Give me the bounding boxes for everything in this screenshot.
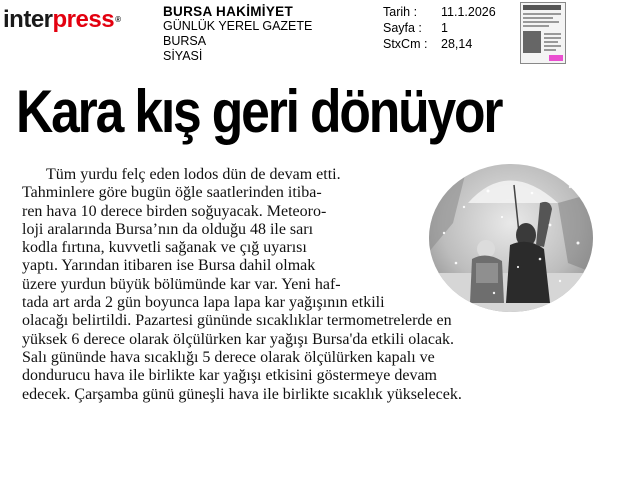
publication-category: SİYASİ: [163, 49, 203, 63]
article-line: üzere yurdun büyük bölümünde kar var. Yeni haf-: [22, 275, 341, 293]
publication-city: BURSA: [163, 34, 207, 48]
interpress-logo: [3, 6, 120, 34]
publication-info: [163, 4, 312, 64]
page-row: [383, 20, 496, 36]
article-line: olacağı belirtildi. Pazartesi gününde sıcaklıklar termometrelerde en: [22, 312, 452, 330]
size-label: StxCm :: [383, 37, 428, 51]
logo-part-inter: inter: [3, 6, 53, 33]
clipping-meta: [383, 4, 496, 52]
registered-mark: ®: [115, 15, 121, 24]
article-line: kodla fırtına, kuvvetli sağanak ve çığ uyarısı: [22, 239, 307, 257]
publication-type: GÜNLÜK YEREL GAZETE: [163, 19, 313, 33]
article-line: yaptı. Yarından itibaren ise Bursa dahil olmak: [22, 257, 316, 275]
date-label: Tarih :: [383, 5, 418, 19]
article-line: Tahminlere göre bugün öğle saatlerinden itiba-: [22, 184, 322, 202]
publication-name: BURSA HAKİMİYET: [163, 4, 294, 19]
size-value: 28,14: [441, 37, 473, 51]
article-body: [22, 166, 597, 404]
date-value: 11.1.2026: [441, 5, 496, 19]
article-headline: Kara kış geri dönüyor: [16, 78, 502, 145]
article-line: loji aralarında Bursa’nın da olduğu 48 ile sarı: [22, 220, 314, 238]
article-line: Salı gününde hava sıcaklığı 5 derece olarak ölçülürken kapalı ve: [22, 348, 435, 366]
newspaper-page-thumbnail-icon[interactable]: [520, 2, 566, 64]
article-line: yüksek 6 derece olarak ölçülürken kar yağışı Bursa'da etkili olacak.: [22, 330, 455, 348]
page-value: 1: [441, 21, 448, 35]
article-line: tada art arda 2 gün boyunca lapa lapa kar yağışının etkili: [22, 294, 385, 312]
article-line: edecek. Çarşamba günü güneşli hava ile birlikte sıcaklık yükselecek.: [22, 385, 462, 403]
size-row: [383, 36, 496, 52]
article-line: Tüm yurdu felç eden lodos dün de devam etti.: [46, 166, 341, 183]
clipping-header: [0, 0, 621, 70]
date-row: [383, 4, 496, 20]
page-label: Sayfa :: [383, 21, 422, 35]
article-line: ren hava 10 derece birden soğuyacak. Meteoro-: [22, 202, 327, 220]
article-line: dondurucu hava ile birlikte kar yağışı etkisini göstermeye devam: [22, 367, 437, 385]
logo-part-press: press: [52, 6, 115, 33]
